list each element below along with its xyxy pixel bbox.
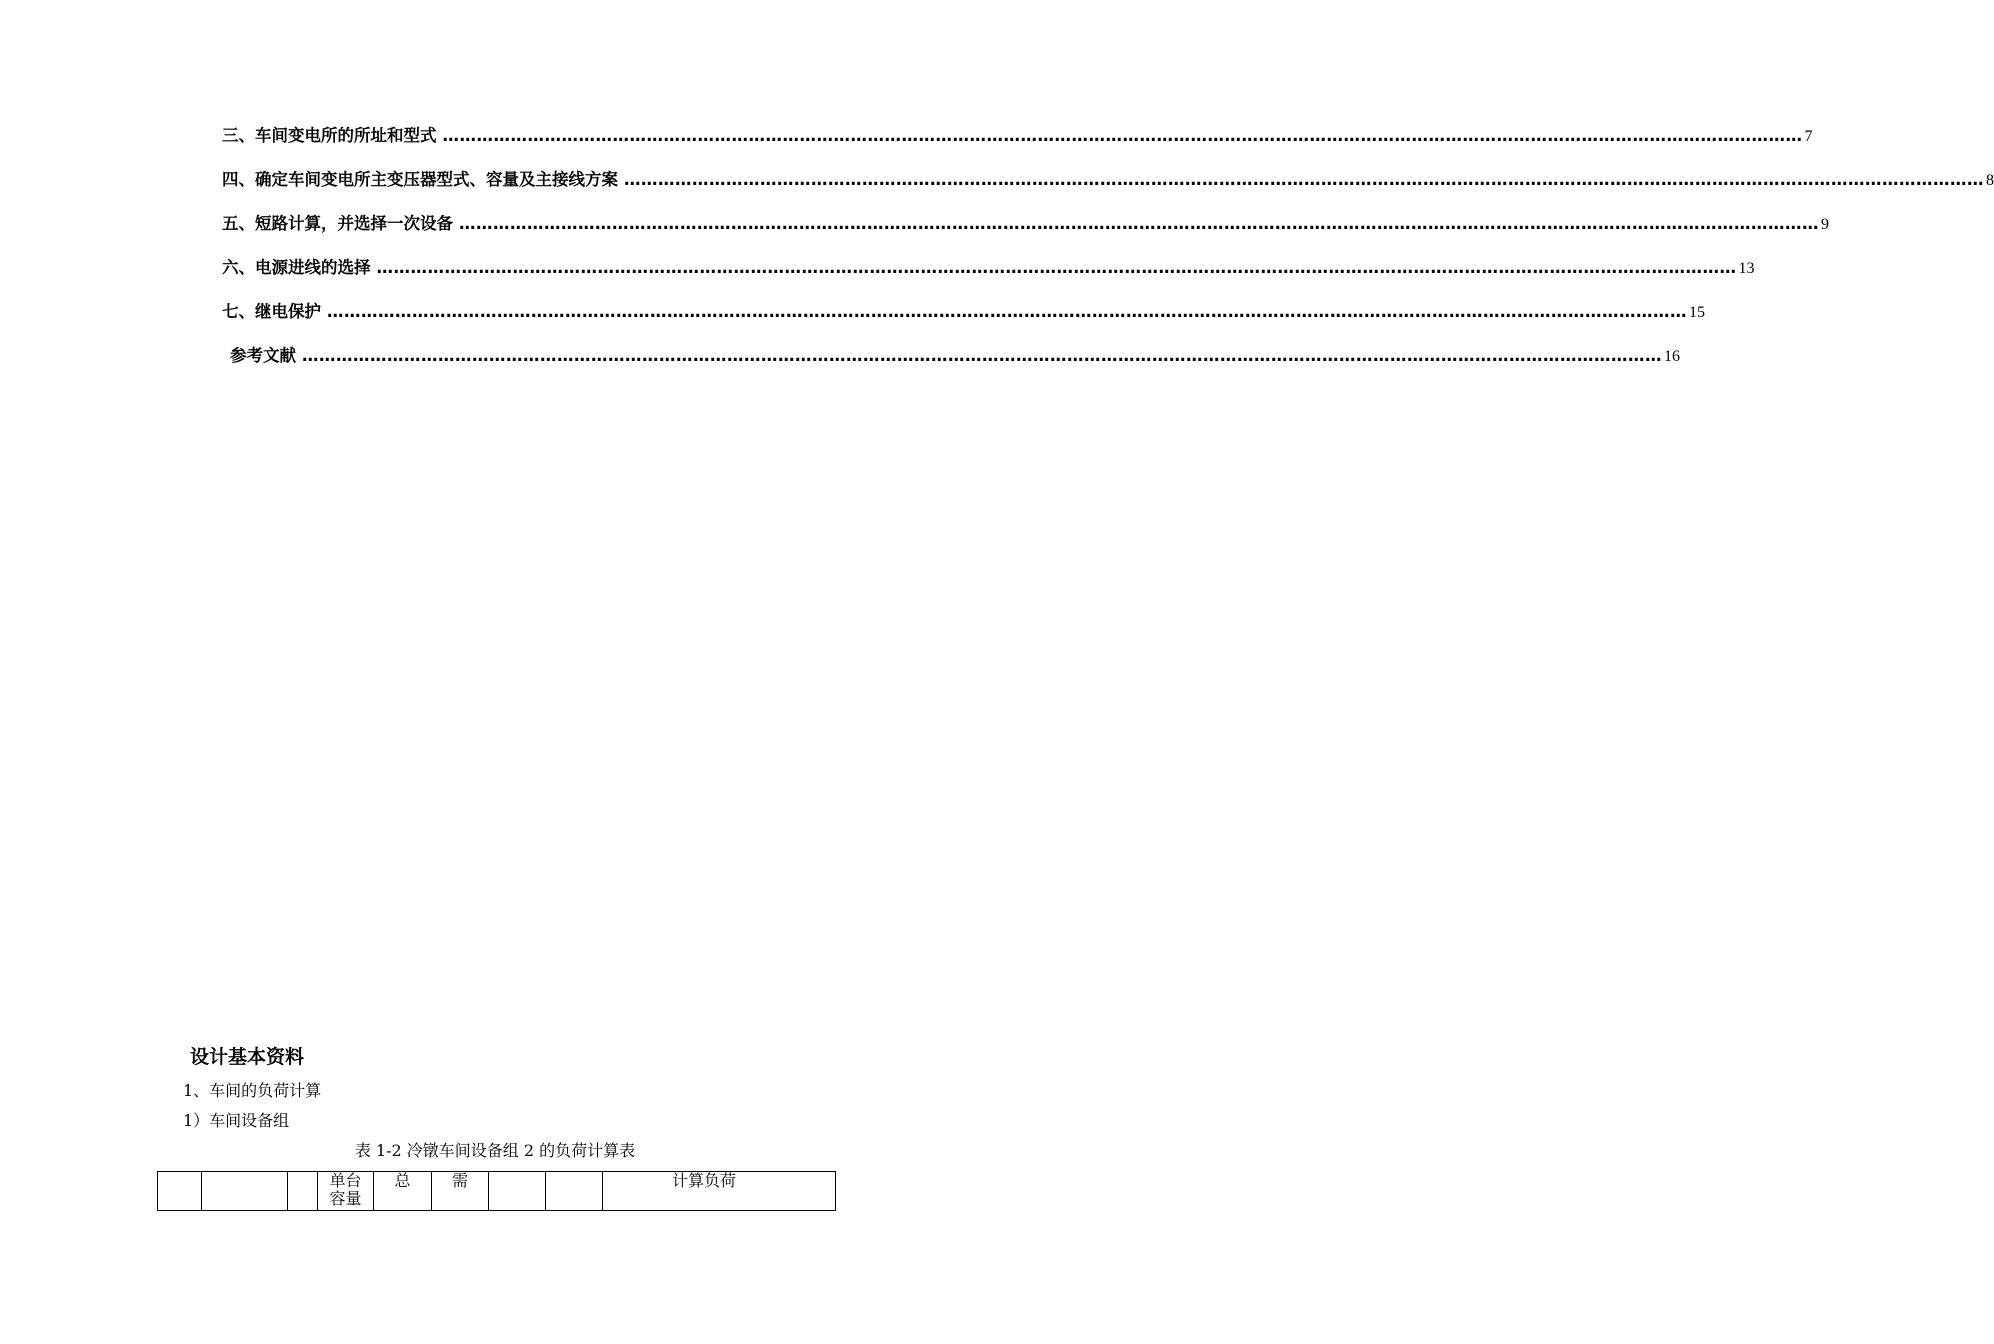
toc-title: 六、电源进线的选择 <box>222 258 371 277</box>
toc-leader: …………………………………………………………………………………………………………………………………………………………………………………………………………………… <box>376 258 1737 277</box>
toc-entry[interactable] <box>222 298 1705 342</box>
table-header-cell: 总 <box>374 1172 432 1211</box>
table-header-cell: 需 <box>432 1172 489 1211</box>
toc-leader: …………………………………………………………………………………………………………………………………………………………………………………………………………………… <box>459 214 1819 233</box>
toc-title: 参考文献 <box>230 346 296 365</box>
toc-page: 13 <box>1738 260 1755 277</box>
section-heading: 设计基本资料 <box>190 1046 305 1068</box>
table-header-cell: 单台容量 <box>318 1172 374 1211</box>
toc-leader: …………………………………………………………………………………………………………………………………………………………………………………………………………………… <box>442 126 1803 145</box>
toc-leader: …………………………………………………………………………………………………………………………………………………………………………………………………………………… <box>302 346 1662 365</box>
toc-entry[interactable] <box>222 210 1829 254</box>
subsection-item: 1、车间的负荷计算 <box>183 1081 322 1100</box>
table-header-cell <box>489 1172 546 1211</box>
toc-entry[interactable] <box>222 254 1755 298</box>
toc-page: 15 <box>1689 304 1705 321</box>
toc-title: 七、继电保护 <box>222 302 321 321</box>
toc-page: 16 <box>1664 348 1680 365</box>
table-header-cell: 计算负荷 <box>603 1172 836 1211</box>
table-header-cell <box>202 1172 288 1211</box>
toc-entry[interactable] <box>222 166 1994 210</box>
table-header-row <box>158 1172 836 1211</box>
toc-entry[interactable] <box>222 122 1813 166</box>
toc-page: 7 <box>1804 128 1813 145</box>
subsection-item: 1）车间设备组 <box>183 1111 290 1130</box>
toc-page: 8 <box>1986 172 1994 189</box>
toc-title: 五、短路计算，并选择一次设备 <box>222 214 453 233</box>
table-caption: 表 1-2 冷镦车间设备组 2 的负荷计算表 <box>354 1141 636 1160</box>
load-calculation-table <box>157 1171 836 1211</box>
toc-leader: …………………………………………………………………………………………………………………………………………………………………………………………………………………… <box>327 302 1687 321</box>
toc-leader: …………………………………………………………………………………………………………………………………………………………………………………………………………………… <box>624 170 1984 189</box>
toc-title: 四、确定车间变电所主变压器型式、容量及主接线方案 <box>222 170 618 189</box>
table-of-contents <box>222 122 1994 386</box>
table-header-cell <box>546 1172 603 1211</box>
toc-entry[interactable] <box>222 342 1680 386</box>
table-header-cell <box>288 1172 318 1211</box>
toc-page: 9 <box>1821 216 1829 233</box>
toc-title: 三、车间变电所的所址和型式 <box>222 126 437 145</box>
table-header-cell <box>158 1172 202 1211</box>
